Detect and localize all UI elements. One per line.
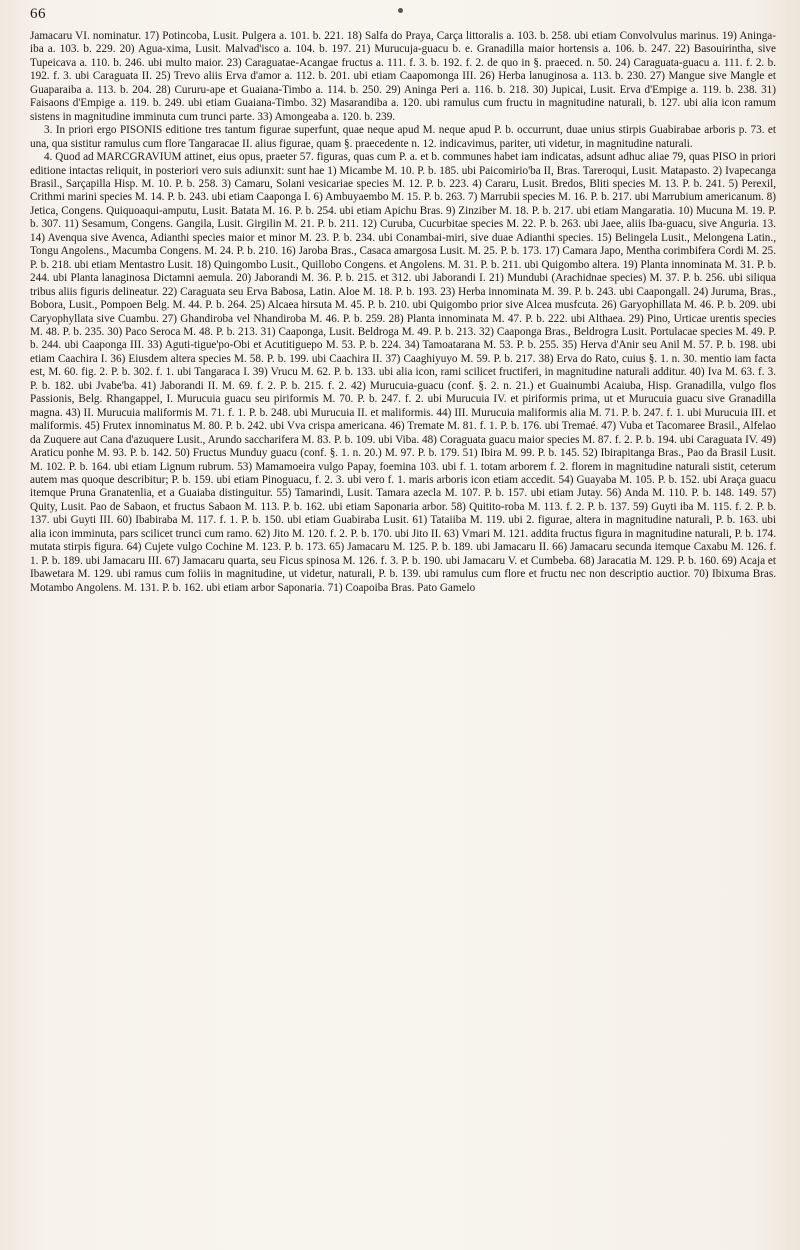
page-body-text xyxy=(30,30,776,595)
paragraph-section-4: 4. Quod ad MARCGRAVIUM attinet, eius opus, praeter 57. figuras, quas cum P. a. et b. communes habet iam indicatas, adsunt adhuc aliae 79, quas PISO in priori editione intactas reliquit, in posteriori vero suis adiunxit: sunt hae 1) Micambe M. 10. P. b. 185. ubi Paicomirio'ba II, Bras. Tareroqui, Lusit. Matapasto. 2) Ivapecanga Brasil., Sarçapilla Hisp. M. 10. P. b. 258. 3) Camaru, Solani vesicariae species M. 12. P. b. 223. 4) Cararu, Lusit. Bredos, Bliti species M. 13. P. b. 241. 5) Perexil, Crithmi marini species M. 14. P. b. 243. ubi etiam Caaponga I. 6) Ambuyaembo M. 15. P. b. 263. 7) Marrubii species M. 16. P. b. 217. ubi Marrubium americanum. 8) Jetica, Congens. Quiquoaqui-amputu, Lusit. Batata M. 16. P. b. 254. ubi etiam Apichu Bras. 9) Zinziber M. 18. P. b. 217. ubi etiam Mangaratia. 10) Mucuna M. 19. P. b. 307. 11) Sesamum, Congens. Gangila, Lusit. Girgilin M. 21. P. b. 211. 12) Curuba, Cucurbitae species M. 22. P. b. 263. ubi Jaee, aliis Iba-guacu, sive Anguria. 13. 14) Avenqua sive Avenca, Adianthi species maior et minor M. 23. P. b. 234. ubi Conambai-miri, sive duae Adianthi species. 15) Belingela Lusit., Melongena Latin., Tongu Angolens., Macumba Congens. M. 24. P. b. 210. 16) Jaroba Bras., Casaca amargosa Lusit. M. 25. P. b. 173. 17) Camara Japo, Mentha corimbifera Cordi M. 25. P. b. 218. ubi etiam Mentastro Lusit. 18) Quingombo Lusit., Quillobo Congens. et Angolens. M. 31. P. b. 211. ubi Quigombo altera. 19) Planta innominata M. 31. P. b. 244. ubi Planta lanaginosa Dictamni aemula. 20) Jaborandi M. 36. P. b. 215. et 312. ubi Jaborandi I. 21) Mundubi (Arachidnae species) M. 37. P. b. 256. ubi siliqua tribus aliis figuris delineatur. 22) Caraguata seu Erva Babosa, Latin. Aloe M. 18. P. b. 193. 23) Herba innominata M. 39. P. b. 243. ubi Caapongall. 24) Juruma, Bras., Bobora, Lusit., Pompoen Belg. M. 44. P. b. 264. 25) Alcaea hirsuta M. 45. P. b. 210. ubi Quigombo prior sive Alcea musfcuta. 26) Garyophillata M. 46. P. b. 209. ubi Caryophyllata sive Cuambu. 27) Ghandiroba vel Nhandiroba M. 46. P. b. 259. 28) Planta innominata M. 47. P. b. 222. ubi Althaea. 29) Pino, Urticae urentis species M. 48. P. b. 235. 30) Paco Seroca M. 48. P. b. 213. 31) Caaponga, Lusit. Beldroga M. 49. P. b. 213. 32) Caaponga Bras., Beldrogra Lusit. Portulacae species M. 49. P. b. 244. ubi Caaponga III. 33) Aguti-tigue'po-Obi et Acutitiguepo M. 53. P. b. 224. 34) Tamoatarana M. 53. P. b. 255. 35) Herva d'Anir seu Anil M. 57. P. b. 198. ubi etiam Caachira I. 36) Eiusdem altera species M. 58. P. b. 199. ubi Caachira II. 37) Caaghiyuyo M. 59. P. b. 217. 38) Erva do Rato, cuius §. 1. n. 30. mentio iam facta est, M. 60. fig. 2. P. b. 302. f. 1. ubi Tangaraca I. 39) Vrucu M. 62. P. b. 133. ubi alia icon, rami scilicet fructiferi, in magnitudine naturali additur. 40) Iva M. 63. f. 3. P. b. 182. ubi Jvabe'ba. 41) Jaborandi II. M. 69. f. 2. P. b. 215. f. 2. 42) Murucuia-guacu (conf. §. 2. n. 21.) et Guainumbi Acaiuba, Hisp. Granadilla, vulgo flos Passionis, Belg. Rhangappel, I. Murucuia guacu seu piriformis M. 70. P. b. 247. f. 2. ubi Murucuia IV. et piriformis prima, ut et Murucuia guacu sive Granadilla magna. 43) II. Murucuia maliformis M. 71. f. 1. P. b. 248. ubi Murucuia II. et maliformis. 44) III. Murucuia maliformis alia M. 71. P. b. 247. f. 1. ubi Murucuia III. et maliformis. 45) Frutex innominatus M. 80. P. b. 242. ubi Vva crispa americana. 46) Tremate M. 81. f. 1. P. b. 176. ubi Tremaé. 47) Vuba et Tacomaree Brasil., Alfelao da Zuquere aut Cana d'azuquere Lusit., Arundo saccharifera M. 83. P. b. 109. ubi Viba. 48) Coraguata guacu maior species M. 87. f. 2. P. b. 194. ubi Caraguata IV. 49) Araticu ponhe M. 93. P. b. 142. 50) Fructus Munduy guacu (conf. §. 1. n. 20.) M. 97. P. b. 179. 51) Ibira M. 99. P. b. 145. 52) Ibirapitanga Bras., Pao da Brasil Lusit. M. 102. P. b. 164. ubi etiam Lignum rubrum. 53) Mamamoeira vulgo Papay, foemina 103. ubi f. 1. totam arborem f. 2. florem in magnitudine naturali sistit, ceterum autem mas quoque describitur; P. b. 159. ubi etiam Pinoguacu, f. 2. 3. ubi vero f. 1. maris arboris icon etiam accedit. 54) Guayaba M. 105. P. b. 152. ubi Araça guacu itemque Pruna Granatenlia, et a Guaiaba distinguitur. 55) Tamarindi, Lusit. Tamara azecla M. 107. P. b. 157. ubi etiam Jutay. 56) Anda M. 110. P. b. 148. 149. 57) Quity, Lusit. Pao de Sabaon, et fructus Sabaon M. 113. P. b. 162. ubi etiam Saponaria arbor. 58) Quitito-roba M. 113. f. 2. P. b. 137. 59) Guyti iba M. 115. f. 2. P. b. 137. ubi Guyti III. 60) Ibabiraba M. 117. f. 1. P. b. 150. ubi etiam Guabiraba Lusit. 61) Tataiiba M. 119. ubi 2. figurae, altera in magnitudine naturali, P. b. 163. ubi alia icon imminuta, pars scilicet trunci cum ramo. 62) Jito M. 120. f. 2. P. b. 170. ubi Jito II. 63) Vmari M. 121. addita fructus figura in magnitudine naturali, P. b. 174. mutata stirpis figura. 64) Cujete vulgo Cochine M. 123. P. b. 173. 65) Jamacaru M. 125. P. b. 189. ubi Jamacaru II. 66) Jamacaru secunda itemque Caxabu M. 126. f. 1. P. b. 189. ubi Jamacaru III. 67) Jamacaru quarta, seu Ficus spinosa M. 126. f. 3. P. b. 190. ubi Jamacaru V. et Cumbeba. 68) Jaracatia M. 129. P. b. 160. 69) Acaja et Ibawetara M. 129. ubi ramus cum foliis in magnitudine, ut videtur, naturali, P. b. 139. ubi ramulus cum flore et fructu nec non descriptio auctior. 70) Ibixuma Bras. Motambo Angolens. M. 131. P. b. 162. ubi etiam arbor Saponaria. 71) Coapoiba Bras. Pato Gamelo xyxy=(30,151,776,594)
ink-dot xyxy=(398,8,403,13)
page-number: 66 xyxy=(30,6,46,22)
paragraph-section-3: 3. In priori ergo PISONIS editione tres tantum figurae superfunt, quae neque apud M. neque apud P. b. occurrunt, duae unius stirpis Guabirabae arboris p. 73. et una, qua sistitur ramulus cum flore Tangaracae II. alius figurae, quam §. praecedente n. 12. indicavimus, pariter, uti videtur, in magnitudine naturali. xyxy=(30,124,776,150)
paragraph-continuation: Jamacaru VI. nominatur. 17) Potincoba, Lusit. Pulgera a. 101. b. 221. 18) Salfa do Praya, Carça littoralis a. 103. b. 258. ubi etiam Convolvulus marinus. 19) Aninga-iba a. 103. b. 229. 20) Agua-xima, Lusit. Malvad'isco a. 104. b. 197. 21) Murucuja-guacu b. e. Granadilla maior hortensis a. 106. b. 247. 22) Basouirintha, sive Tupeicava a. 110. b. 246. ubi multo maior. 23) Caraguatae-Acangae fructus a. 111. f. 3. b. 192. f. 2. de quo in §. praeced. n. 50. 24) Caraguata-guacu a. 111. f. 2. b. 192. f. 3. ubi Caraguata II. 25) Trevo aliis Erva d'amor a. 112. b. 201. ubi etiam Caapomonga III. 26) Herba lanuginosa a. 113. b. 230. 27) Mangue sive Mangle et Guaparaiba a. 113. b. 204. 28) Cururu-ape et Guaiana-Timbo a. 114. b. 250. 29) Aninga Peri a. 116. b. 218. 30) Jupicai, Lusit. Erva d'Empige a. 119. b. 238. 31) Faisaons d'Empige a. 119. b. 249. ubi etiam Guaiana-Timbo. 32) Masarandiba a. 120. ubi ramulus cum fructu in magnitudine naturali, b. 127. ubi alia icon ramum sistens in magnitudine imminuta cum trunci parte. 33) Amongeaba a. 120. b. 239. xyxy=(30,30,776,123)
